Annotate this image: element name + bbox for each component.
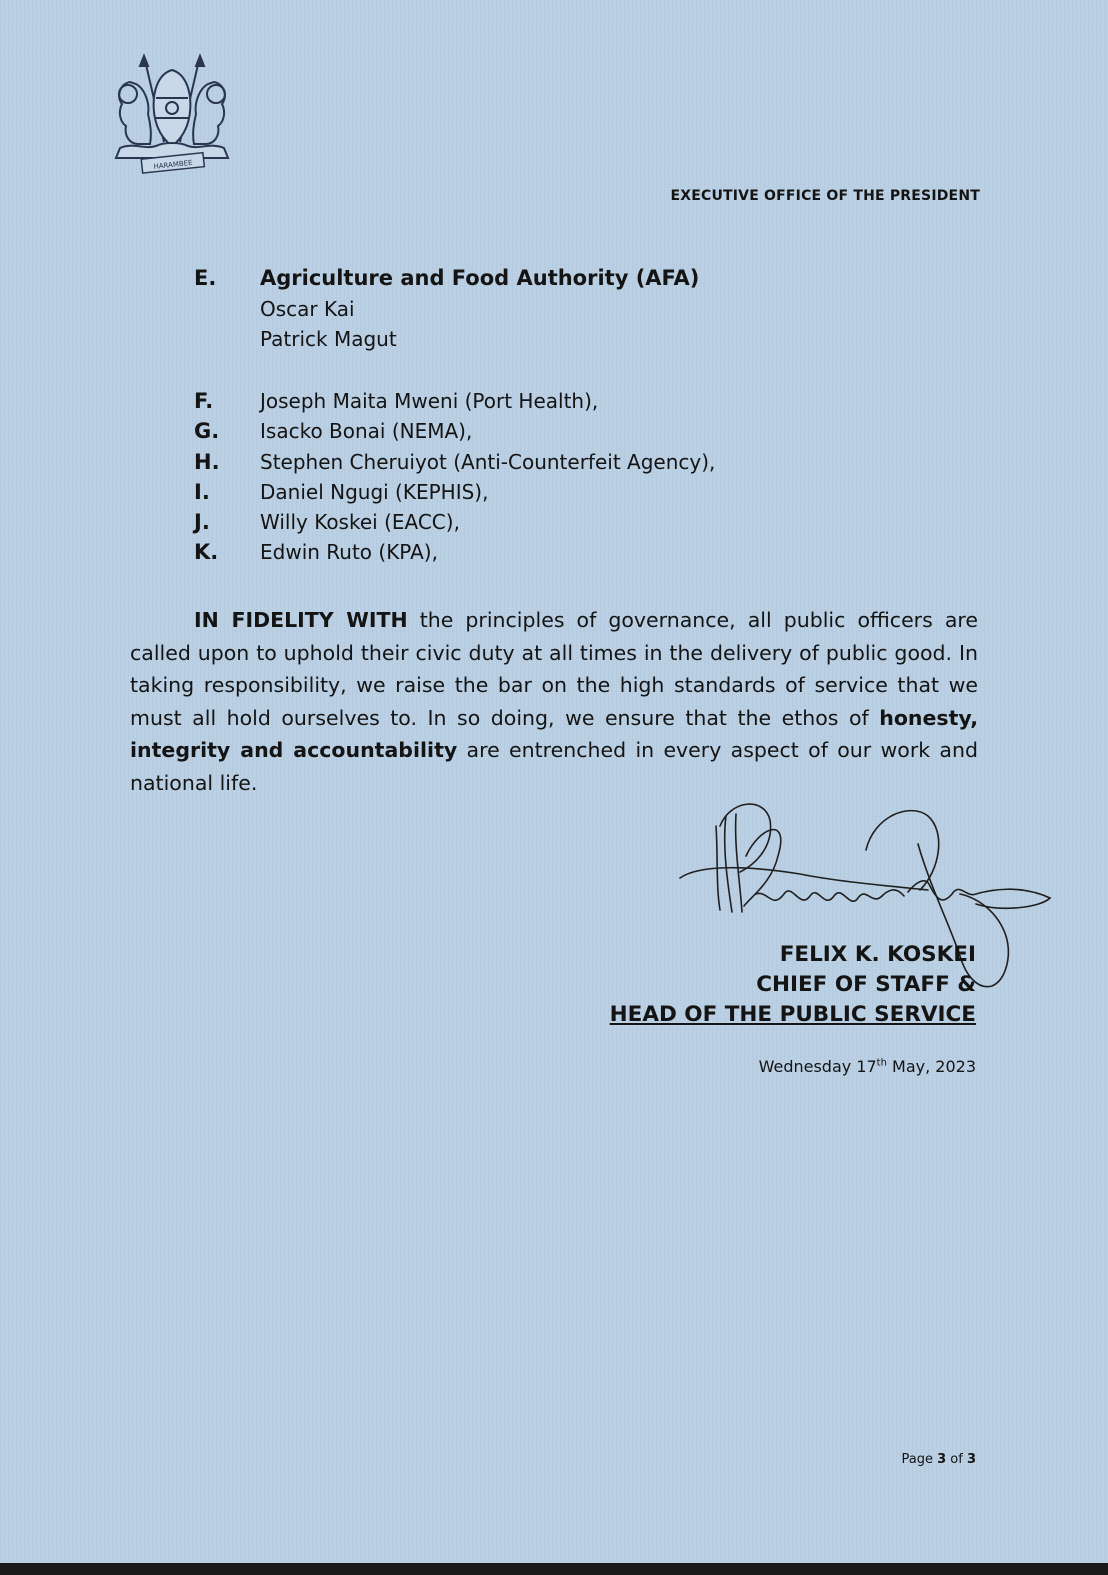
date-rest: May, 2023 xyxy=(886,1057,976,1076)
list-item xyxy=(0,450,900,480)
scan-edge xyxy=(0,1563,1108,1575)
signatory-title: CHIEF OF STAFF & xyxy=(756,972,976,997)
list-item xyxy=(0,540,900,570)
list-item xyxy=(0,510,900,540)
list-item xyxy=(0,480,900,510)
list-text: Stephen Cheruiyot (Anti-Counterfeit Agency), xyxy=(260,450,716,474)
page-mid: of xyxy=(946,1452,967,1467)
list-item xyxy=(0,389,900,419)
signatory-name: FELIX K. KOSKEI xyxy=(779,942,976,967)
list-letter: I. xyxy=(194,480,210,504)
paragraph-lead: IN FIDELITY WITH xyxy=(194,608,408,632)
list-letter: F. xyxy=(194,389,214,413)
date-suffix: th xyxy=(876,1057,887,1069)
list-text: Isacko Bonai (NEMA), xyxy=(260,419,473,443)
page-current: 3 xyxy=(937,1452,947,1467)
list-text: Edwin Ruto (KPA), xyxy=(260,540,438,564)
list-letter: J. xyxy=(194,510,210,534)
coat-of-arms-icon xyxy=(104,52,240,178)
section-title-afa: Agriculture and Food Authority (AFA) xyxy=(260,266,700,290)
list-text: Daniel Ngugi (KEPHIS), xyxy=(260,480,489,504)
list-letter: K. xyxy=(194,540,219,564)
section-letter-e: E. xyxy=(194,266,217,290)
document-date xyxy=(759,1057,976,1076)
list-letter: H. xyxy=(194,450,220,474)
signature-block xyxy=(610,940,976,1030)
signatory-office: HEAD OF THE PUBLIC SERVICE xyxy=(609,1002,976,1027)
list-item xyxy=(0,419,900,449)
paragraph-text: the principles of governance, all public officers are called upon to uphold their civic duty at all times in the delivery of public good. In taking responsibility, we raise the bar on the high standards of service that we must all hold ourselves to. In so doing, we ensure that the ethos of xyxy=(130,608,978,730)
office-header: EXECUTIVE OFFICE OF THE PRESIDENT xyxy=(670,188,980,204)
list-letter: G. xyxy=(194,419,220,443)
page-number xyxy=(902,1452,977,1467)
list-text: Willy Koskei (EACC), xyxy=(260,510,460,534)
date-day: Wednesday 17 xyxy=(758,1057,877,1076)
page-total: 3 xyxy=(966,1452,976,1467)
paragraph-emphasis: honesty, integrity and accountability xyxy=(130,705,978,762)
page-prefix: Page xyxy=(901,1452,938,1467)
member-name: Oscar Kai xyxy=(260,297,355,321)
body-paragraph xyxy=(130,604,978,799)
svg-text:HARAMBEE: HARAMBEE xyxy=(153,158,193,171)
paragraph-text: are entrenched in every aspect of our work and national life. xyxy=(130,738,978,795)
list-text: Joseph Maita Mweni (Port Health), xyxy=(260,389,599,413)
member-name: Patrick Magut xyxy=(260,327,397,351)
